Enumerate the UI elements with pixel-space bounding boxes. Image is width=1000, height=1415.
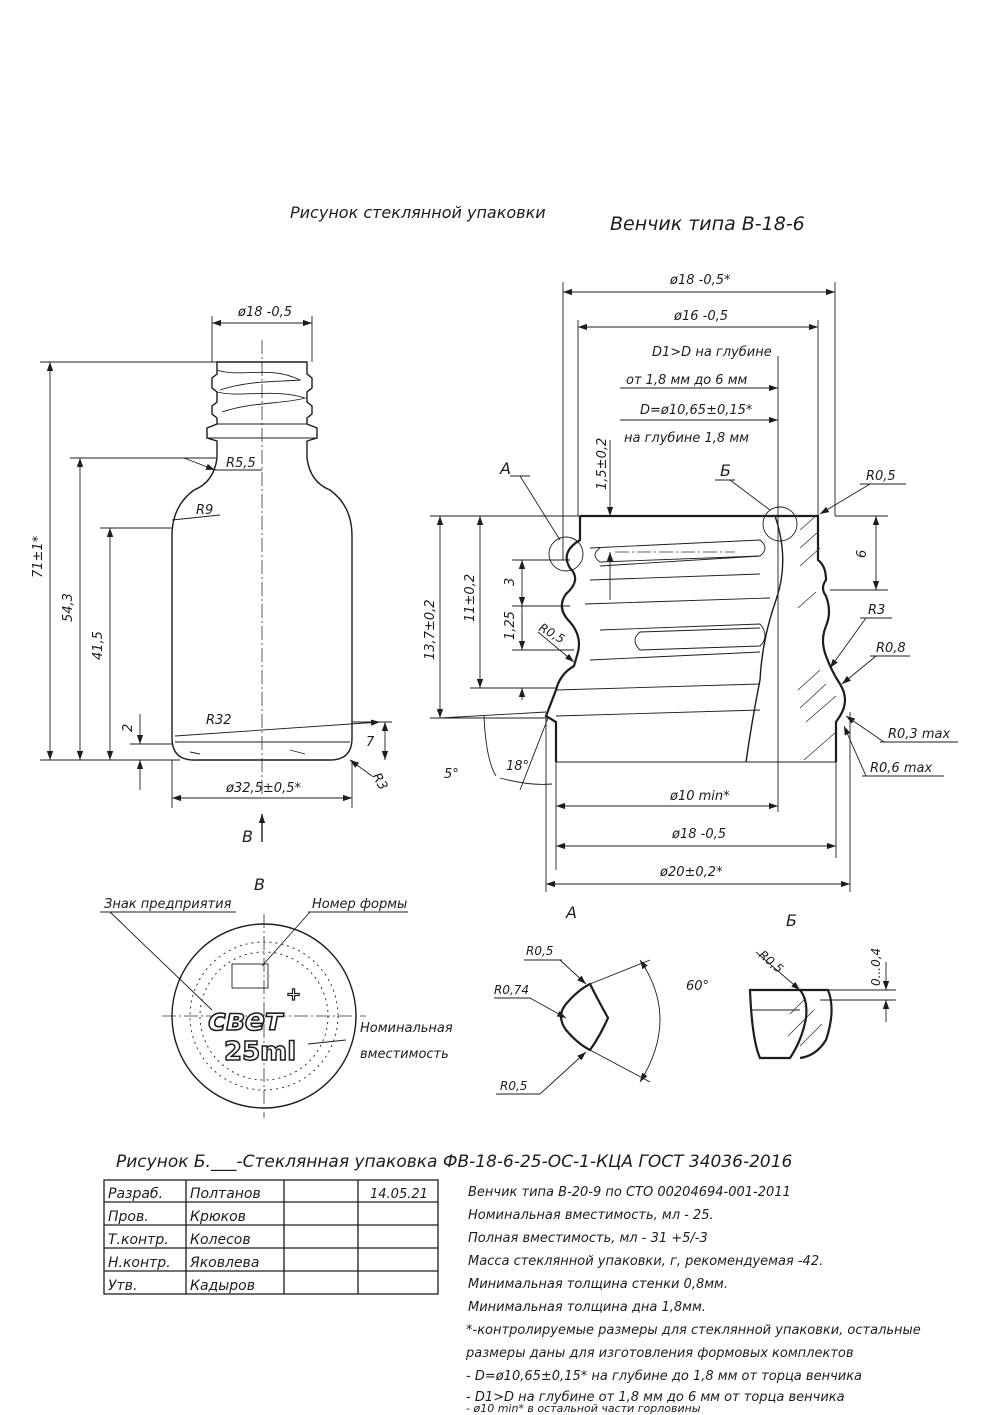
volume-mark: 25ml: [224, 1037, 297, 1067]
note-line-8: размеры даны для изготовления формовых комплектов: [466, 1346, 854, 1361]
detail-a: [494, 903, 709, 1094]
bottle-height-71: 71±1*: [31, 535, 46, 578]
bore-min-diameter: ø10 min*: [670, 789, 730, 804]
radius-r0-3-max: R0,3 max: [888, 727, 951, 742]
brand-logo: свет: [208, 1003, 283, 1038]
tb-role-3: Т.контр.: [108, 1232, 169, 1248]
angle-5: 5°: [444, 767, 459, 782]
detail-b-dim: 0...0,4: [869, 947, 883, 986]
drawing-title-left: Рисунок стеклянной упаковки: [290, 203, 546, 222]
label-mold-number: Номер формы: [312, 897, 408, 912]
title-block: [104, 1180, 438, 1294]
tb-name-1: Полтанов: [190, 1186, 261, 1202]
tb-name-4: Яковлева: [190, 1255, 260, 1271]
figure-caption: Рисунок Б.___-Стеклянная упаковка ФВ-18-6-25-ОС-1-КЦА ГОСТ 34036-2016: [116, 1152, 793, 1172]
detail-a-angle: 60°: [686, 979, 710, 994]
finish-outer-diameter: ø18 -0,5*: [670, 273, 731, 288]
radius-r0-5-top: R0,5: [866, 469, 896, 484]
technical-notes: [465, 1185, 921, 1415]
note-line-11: - ø10 min* в остальной части горловины: [466, 1402, 701, 1415]
tb-role-4: Н.контр.: [108, 1255, 171, 1271]
finish-max-diameter: ø20±0,2*: [660, 865, 723, 880]
tb-role-1: Разраб.: [108, 1186, 164, 1202]
finish-thread-diameter: ø16 -0,5: [674, 309, 728, 324]
radius-r0-5-left: R0,5: [536, 620, 568, 647]
radius-r0-8: R0,8: [876, 641, 906, 656]
bottle-neck-diameter: ø18 -0,5: [238, 305, 292, 320]
section-marker-a: А: [500, 459, 511, 478]
detail-a-r05-bottom: R0,5: [500, 1079, 528, 1093]
finish-bottom-diameter: ø18 -0,5: [672, 827, 726, 842]
drawing-title-right: Венчик типа В-18-6: [610, 213, 805, 235]
note-line-1: Венчик типа В-20-9 по СТО 00204694-001-2011: [468, 1185, 791, 1200]
bottom-thickness-2: 2: [121, 723, 136, 732]
label-company-mark: Знак предприятия: [104, 897, 232, 912]
tb-role-2: Пров.: [108, 1209, 149, 1225]
detail-a-title: А: [566, 903, 577, 922]
note-line-7: *-контролируемые размеры для стеклянной упаковки, остальные: [466, 1323, 921, 1338]
svg-text:+: +: [286, 984, 302, 1005]
detail-b-radius: R0,5: [756, 947, 787, 976]
note-d1-range: от 1,8 мм до 6 мм: [626, 373, 748, 388]
angle-18: 18°: [506, 759, 530, 774]
radius-r0-6-max: R0,6 max: [870, 761, 933, 776]
tb-name-3: Колесов: [190, 1232, 251, 1248]
note-line-5: Минимальная толщина стенки 0,8мм.: [468, 1277, 728, 1292]
tb-name-2: Крюков: [190, 1209, 246, 1225]
detail-b: [750, 911, 896, 1058]
label-nominal-2: вместимость: [360, 1047, 449, 1062]
view-b-title: В: [254, 875, 265, 894]
finish-section-view: [423, 273, 958, 892]
radius-r32: R32: [206, 713, 232, 728]
dim-11: 11±0,2: [463, 573, 478, 622]
note-line-9: - D=ø10,65±0,15* на глубине до 1,8 мм от торца венчика: [466, 1369, 863, 1384]
note-line-4: Масса стеклянной упаковки, г, рекомендуемая -42.: [468, 1254, 824, 1269]
bottle-height-54-3: 54,3: [61, 593, 76, 622]
tb-date-1: 14.05.21: [370, 1187, 428, 1202]
note-line-6: Минимальная толщина дна 1,8мм.: [468, 1300, 706, 1315]
note-d-value: D=ø10,65±0,15*: [640, 403, 753, 418]
note-line-3: Полная вместимость, мл - 31 +5/-3: [468, 1231, 708, 1246]
dim-1-5: 1,5±0,2: [595, 437, 610, 490]
bottle-height-41-5: 41,5: [91, 631, 106, 660]
dim-6: 6: [855, 549, 870, 558]
base-diameter: ø32,5±0,5*: [226, 781, 301, 796]
radius-r5-5: R5,5: [226, 456, 256, 471]
label-nominal-1: Номинальная: [360, 1021, 453, 1036]
radius-r3-base: R3: [368, 770, 391, 793]
note-d1-depth: D1>D на глубине: [652, 345, 772, 360]
detail-a-r074: R0,74: [494, 983, 530, 997]
dim-1-25: 1,25: [503, 611, 518, 640]
bottle-view: [31, 305, 392, 846]
radius-r3-finish: R3: [868, 603, 886, 618]
dim-3: 3: [503, 577, 518, 586]
section-marker-b: Б: [720, 461, 731, 480]
note-line-2: Номинальная вместимость, мл - 25.: [468, 1208, 714, 1223]
detail-a-r05-top: R0,5: [526, 944, 554, 958]
tb-name-5: Кадыров: [190, 1278, 255, 1294]
base-height-7: 7: [366, 735, 375, 750]
radius-r9: R9: [196, 503, 214, 518]
detail-b-title: Б: [786, 911, 797, 930]
view-b-marker: В: [242, 827, 253, 846]
view-b-bottom: [100, 875, 453, 1118]
dim-13-7: 13,7±0,2: [423, 599, 438, 660]
note-d-depth: на глубине 1,8 мм: [624, 431, 749, 446]
note-line-10: - D1>D на глубине от 1,8 мм до 6 мм от торца венчика: [466, 1390, 845, 1405]
tb-role-5: Утв.: [108, 1278, 138, 1294]
